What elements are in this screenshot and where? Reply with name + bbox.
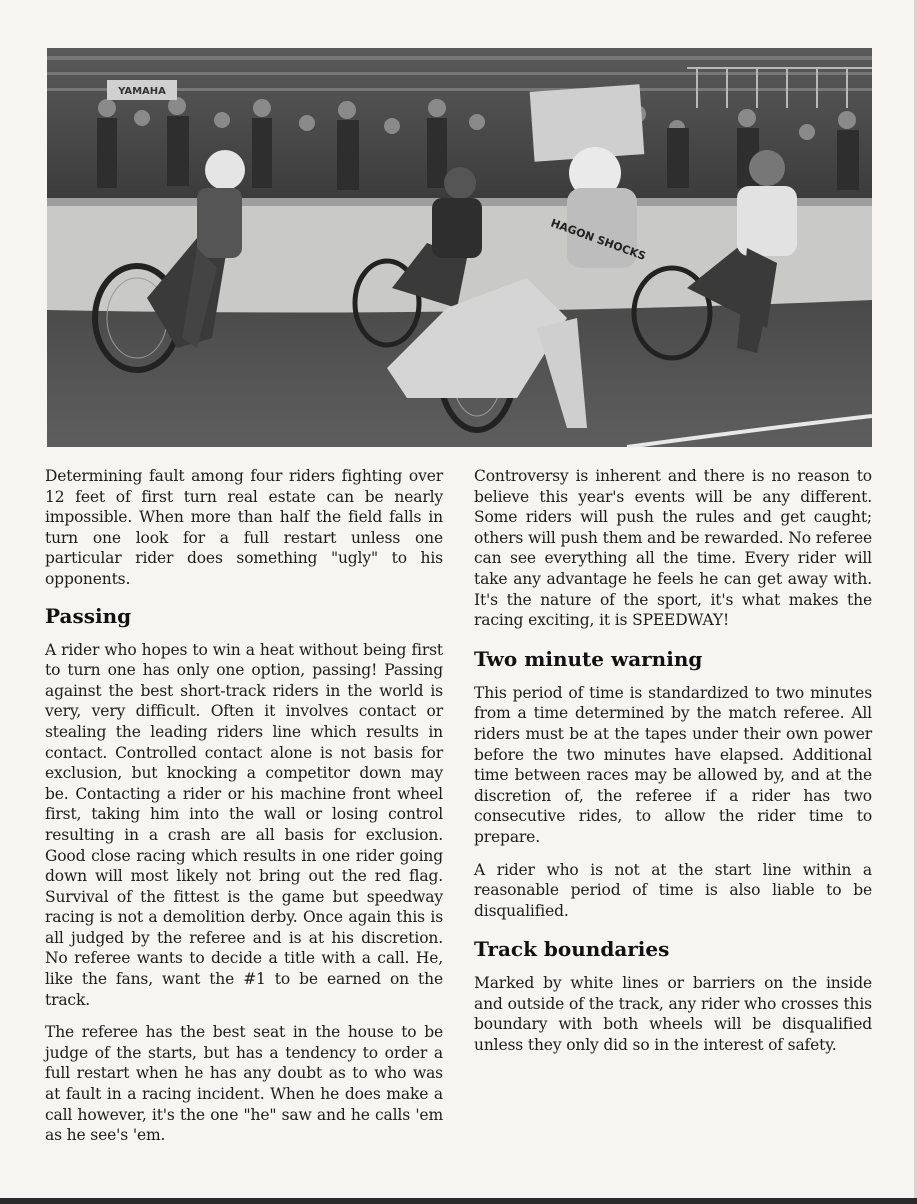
two-minute-paragraph-1: This period of time is standardized to two minutes from a time determined by the match referee. All riders must be at the tapes under their own power before the two minutes have elapsed. Additional time between races may be allowed by, and at the discretion of, the referee if a rider has two consecutive rides, to allow the rider time to prepare. bbox=[474, 683, 872, 846]
track-boundaries-paragraph: Marked by white lines or barriers on the inside and outside of the track, any rider who crosses this boundary with both wheels will be disqualified unless they only did so in the interest of safety. bbox=[474, 974, 872, 1055]
passing-paragraph-1: A rider who hopes to win a heat without being first to turn one has only one option, passing! Passing against the best short-track riders in the world is very, very difficult. Often it involves contact or stealing the leading riders line which results in contact. Controlled contact alone is not basis for exclusion, but knocking a competitor down may be. Contacting a rider or his machine front wheel first, taking him into the wall or losing control resulting in a crash are all basis for exclusion. Good close racing which results in one rider going down will most likely not bring out the red flag. Survival of the fittest is the game but speedway racing is not a demolition derby. Once again this is all judged by the referee and is at his discretion. No referee wants to decide a title with a call. He, like the fans, want the #1 to be earned on the track. bbox=[45, 640, 443, 1009]
right-column bbox=[474, 466, 872, 1068]
intro-paragraph: Determining fault among four riders fighting over 12 feet of first turn real estate can be nearly impossible. When more than half the field falls in turn one look for a full restart unless one particular rider does something "ugly" to his opponents. bbox=[45, 467, 443, 588]
controversy-paragraph: Controversy is inherent and there is no reason to believe this year's events will be any different. Some riders will push the rules and get caught; others will push them and be rewarded. No referee can see everything all the time. Every rider will take any advantage he feels he can get away with. It's the nature of the sport, it's what makes the racing exciting, it is SPEEDWAY! bbox=[474, 467, 872, 630]
passing-heading: Passing bbox=[45, 603, 132, 628]
two-minute-paragraph-2: A rider who is not at the start line within a reasonable period of time is also liable to be disqualified. bbox=[474, 860, 872, 920]
jersey-text: HAGON SHOCKS bbox=[548, 216, 648, 263]
banner-text: YAMAHA bbox=[118, 86, 166, 97]
track-boundaries-heading: Track boundaries bbox=[474, 937, 670, 962]
left-column bbox=[45, 466, 443, 1158]
two-minute-heading: Two minute warning bbox=[474, 646, 703, 671]
page-bottom-edge bbox=[0, 1198, 917, 1204]
speedway-photo bbox=[47, 48, 872, 447]
passing-paragraph-2: The referee has the best seat in the house to be judge of the starts, but has a tendency to order a full restart when he has any doubt as to who was at fault in a racing incident. When he does make a call however, it's the one "he" saw and he calls 'em as he see's 'em. bbox=[45, 1023, 443, 1145]
